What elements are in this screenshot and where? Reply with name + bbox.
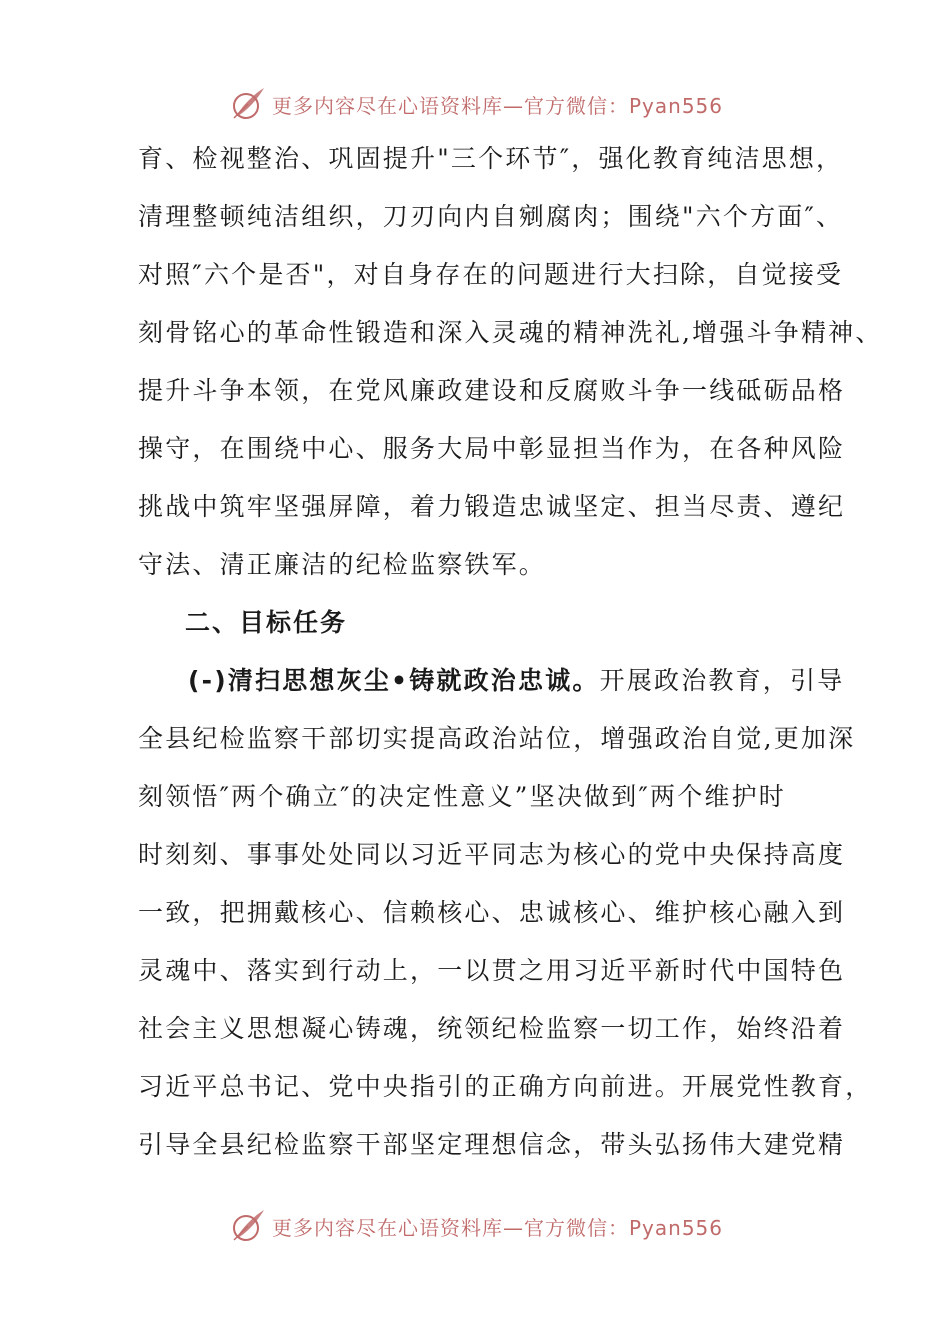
text-line: 操守，在围绕中心、服务大局中彰显担当作为，在各种风险 bbox=[138, 434, 846, 463]
text-line: 挑战中筑牢坚强屏障，着力锻造忠诚坚定、担当尽责、遵纪 bbox=[138, 492, 846, 521]
text-line: 时刻刻、事事处处同以习近平同志为核心的党中央保持高度 bbox=[138, 840, 846, 869]
text-line: 清理整顿纯洁组织，刀刃向内自剜腐肉；围绕"六个方面″、 bbox=[138, 202, 844, 231]
lead-rest: 开展政治教育，引导 bbox=[599, 666, 845, 695]
text-line: 刻骨铭心的革命性锻造和深入灵魂的精神洗礼,增强斗争精神、 bbox=[138, 318, 883, 347]
feather-logo-icon bbox=[228, 84, 268, 124]
watermark-text: 更多内容尽在心语资料库—官方微信：Pyan556 bbox=[272, 93, 724, 118]
text-line: 育、检视整治、巩固提升"三个环节″，强化教育纯洁思想， bbox=[138, 144, 844, 173]
text-line: 引导全县纪检监察干部坚定理想信念，带头弘扬伟大建党精 bbox=[138, 1130, 846, 1159]
section-heading: 二、目标任务 bbox=[185, 608, 348, 637]
watermark-text: 更多内容尽在心语资料库—官方微信：Pyan556 bbox=[272, 1215, 724, 1240]
text-line: 一致，把拥戴核心、信赖核心、忠诚核心、维护核心融入到 bbox=[138, 898, 846, 927]
text-line: 对照″六个是否"，对自身存在的问题进行大扫除，自觉接受 bbox=[138, 260, 844, 289]
text-line: 习近平总书记、党中央指引的正确方向前进。开展党性教育， bbox=[138, 1072, 873, 1101]
text-line: 刻领悟″两个确立″的决定性意义”坚决做到″两个维护时 bbox=[138, 782, 786, 811]
text-line: 全县纪检监察干部切实提高政治站位，增强政治自觉,更加深 bbox=[138, 724, 856, 753]
text-line: 灵魂中、落实到行动上，一以贯之用习近平新时代中国特色 bbox=[138, 956, 846, 985]
text-line: 提升斗争本领，在党风廉政建设和反腐败斗争一线砥砺品格 bbox=[138, 376, 846, 405]
watermark-banner-bottom bbox=[228, 1206, 723, 1246]
paragraph-lead-line bbox=[188, 664, 845, 698]
watermark-banner-top bbox=[228, 84, 723, 124]
feather-logo-icon bbox=[228, 1206, 268, 1246]
subsection-title: (-)清扫思想灰尘•铸就政治忠诚。 bbox=[188, 666, 600, 695]
text-line: 守法、清正廉洁的纪检监察铁军。 bbox=[138, 550, 547, 579]
text-line: 社会主义思想凝心铸魂，统领纪检监察一切工作，始终沿着 bbox=[138, 1014, 846, 1043]
